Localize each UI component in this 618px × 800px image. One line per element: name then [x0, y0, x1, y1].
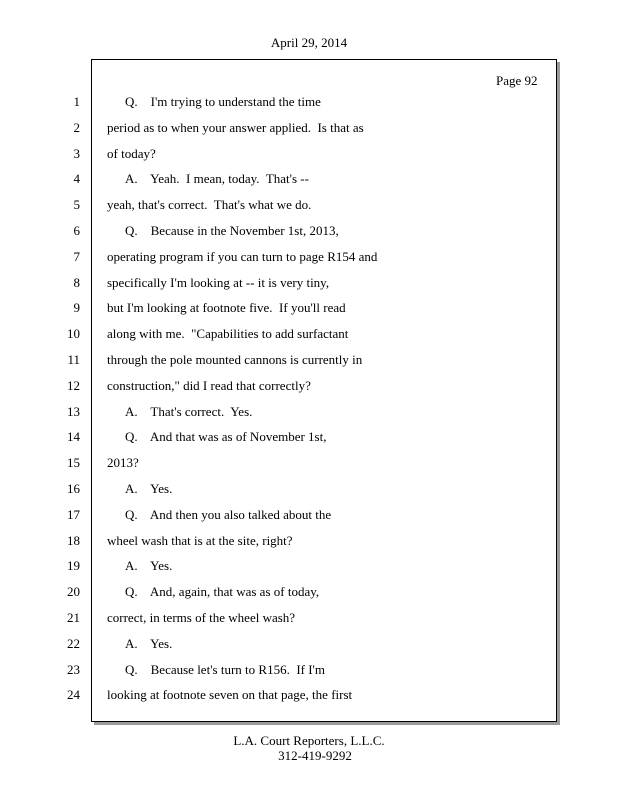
line-number: 9	[73, 300, 80, 315]
transcript-line: through the pole mounted cannons is currently in	[107, 352, 363, 367]
transcript-line: Q. Because in the November 1st, 2013,	[125, 223, 339, 238]
footer-company: L.A. Court Reporters, L.L.C.	[233, 733, 385, 748]
line-number: 1	[73, 94, 80, 109]
transcript-line: correct, in terms of the wheel wash?	[107, 610, 296, 625]
line-number: 20	[67, 584, 80, 599]
transcript-line: of today?	[107, 146, 156, 161]
line-number: 23	[67, 662, 80, 677]
transcript-line: wheel wash that is at the site, right?	[107, 533, 293, 548]
line-number: 3	[73, 146, 80, 161]
page-number: Page 92	[496, 73, 538, 88]
line-number: 5	[73, 197, 80, 212]
line-number: 12	[67, 378, 80, 393]
line-number: 11	[67, 352, 80, 367]
line-number: 7	[73, 249, 80, 264]
line-number: 8	[73, 275, 80, 290]
transcript-line: Q. I'm trying to understand the time	[125, 94, 321, 109]
transcript-line: A. Yes.	[125, 636, 173, 651]
transcript-line: Q. And then you also talked about the	[125, 507, 332, 522]
line-number: 18	[67, 533, 80, 548]
line-number: 21	[67, 610, 80, 625]
transcript-line: but I'm looking at footnote five. If you'll read	[107, 300, 346, 315]
transcript-line: A. Yes.	[125, 481, 173, 496]
line-number: 6	[73, 223, 80, 238]
transcript-line: looking at footnote seven on that page, the first	[107, 687, 353, 702]
transcript-line: Q. And, again, that was as of today,	[125, 584, 320, 599]
line-number: 2	[73, 120, 80, 135]
transcript-line: A. Yeah. I mean, today. That's --	[125, 171, 309, 186]
footer-phone: 312-419-9292	[278, 748, 352, 763]
transcript-line: period as to when your answer applied. Is that as	[107, 120, 364, 135]
line-number: 13	[67, 404, 80, 419]
line-number: 10	[67, 326, 80, 341]
transcript-line: construction," did I read that correctly?	[107, 378, 311, 393]
line-number: 15	[67, 455, 80, 470]
transcript-line: Q. And that was as of November 1st,	[125, 429, 327, 444]
transcript-line: along with me. "Capabilities to add surfactant	[107, 326, 349, 341]
header-date: April 29, 2014	[270, 35, 348, 50]
transcript-line: A. That's correct. Yes.	[125, 404, 253, 419]
line-number: 17	[67, 507, 80, 522]
transcript-line: operating program if you can turn to page R154 and	[107, 249, 378, 264]
line-number: 4	[73, 171, 80, 186]
line-number: 19	[67, 558, 80, 573]
transcript-line: 2013?	[107, 455, 139, 470]
line-number: 22	[67, 636, 80, 651]
transcript-line: Q. Because let's turn to R156. If I'm	[125, 662, 326, 677]
line-number: 24	[67, 687, 80, 702]
transcript-line: specifically I'm looking at -- it is very tiny,	[107, 275, 330, 290]
line-number: 14	[67, 429, 80, 444]
transcript-line: A. Yes.	[125, 558, 173, 573]
line-number: 16	[67, 481, 80, 496]
transcript-line: yeah, that's correct. That's what we do.	[107, 197, 312, 212]
